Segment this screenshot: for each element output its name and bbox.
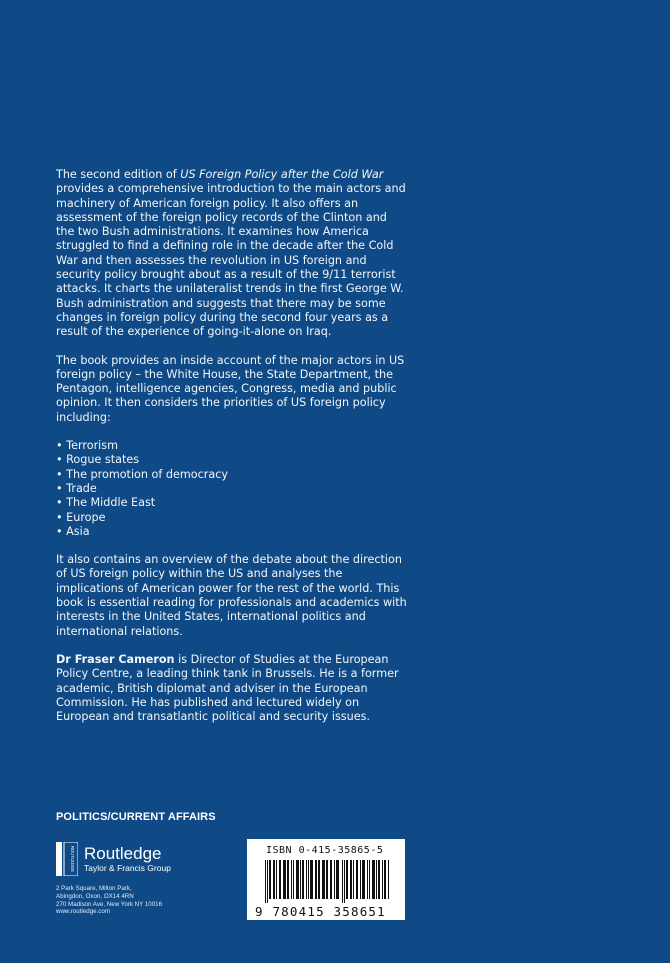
list-item: • Asia [56,525,408,539]
paragraph-overview: It also contains an overview of the debate about the direction of US foreign policy within the US and analyses the implications of American power for the rest of the world. This book is essential reading for professionals and academics with interests in the United States, international politics and international relations. [56,553,407,638]
barcode-bar [330,860,332,899]
list-item: • The promotion of democracy [56,468,408,482]
barcode-bar [342,860,343,903]
logo-vertical-text: ROUTLEDGE [70,845,75,873]
barcode-bar [388,860,389,899]
barcode-bar [376,860,377,899]
barcode-bar [344,860,345,903]
barcode-bar [378,860,380,899]
barcode-bar [273,860,275,899]
address-line: Abingdon, Oxon, OX14 4RN [56,892,134,900]
barcode-bar [276,860,277,899]
address-line: www.routledge.com [56,908,110,916]
barcode-bar [326,860,328,899]
barcode-bar [310,860,313,899]
author-name: Dr Fraser Cameron [56,652,175,666]
routledge-logo-icon [56,842,78,876]
list-item: • Terrorism [56,439,408,453]
barcode-bar [306,860,307,899]
barcode-bar [269,860,271,899]
paragraph-intro [56,168,408,340]
publisher-address [56,885,246,916]
list-item: • Rogue states [56,453,408,467]
address-line: 270 Madison Ave, New York NY 10016 [56,900,163,908]
barcode-bar [300,860,301,899]
isbn-digits: 9 780415 358651 [255,904,386,919]
barcode-bar [346,860,348,899]
barcode-bar [350,860,352,899]
barcode-bar [308,860,309,899]
barcode-bar [296,860,299,899]
barcode-bar [283,860,286,899]
author-bio [56,653,408,724]
barcode-bar [334,860,335,899]
book-title: US Foreign Policy after the Cold War [180,168,384,181]
priorities-list [56,439,408,539]
barcode-bar [291,860,292,899]
intro-rest: provides a comprehensive introduction to the main actors and machinery of American foreign policy. It also offers an assessment of the foreign policy records of the Clinton and the two Bush administrations. It examines how America struggled to find a defining role in the decade after the Cold War and then assesses the revolution in US foreign and security policy brought about as a result of the 9/11 terrorist attacks. It charts the unilateralist trends in the first George W. Bush administration and suggests that there may be some changes in foreign policy during the second four years as a result of the experience of going-it-alone on Iraq. [56,182,406,339]
barcode-bar [322,860,325,899]
list-item: • Europe [56,511,408,525]
publisher-name: Routledge [84,843,162,863]
barcode-bar [287,860,289,899]
list-item: • Trade [56,482,408,496]
barcode-bar [293,860,294,899]
intro-lead: The second edition of [56,168,181,181]
barcode-bar [356,860,358,899]
barcode-bar [382,860,383,899]
publisher-group: Taylor & Francis Group [84,862,171,873]
barcode-bar [265,860,266,903]
barcode-bar [279,860,281,899]
address-line: 2 Park Square, Milton Park, [56,885,132,892]
barcode-bar [367,860,368,899]
barcode-bar [267,860,268,903]
blurb [56,168,408,738]
logo-wordmark [84,845,171,874]
author-bio-text: is Director of Studies at the European Policy Centre, a leading think tank in Brussels. He is a former academic, British diplomat and adviser in the European Commission. He has published and lectured widely on European and transatlantic political and security issues. [56,652,399,724]
barcode-bar [318,860,320,899]
barcode-bar [353,860,354,899]
barcode-bar [362,860,365,899]
list-item: • The Middle East [56,496,408,510]
barcode-bar [360,860,361,899]
barcode-bar [336,860,339,899]
barcode-bar [369,860,370,899]
isbn-barcode-box [247,839,405,920]
isbn-label: ISBN 0-415-35865-5 [266,845,384,856]
barcode-bar [315,860,317,899]
barcode-bar [372,860,375,899]
publisher-block [56,842,246,916]
barcode [265,860,389,903]
barcode-bar [302,860,304,899]
subject-category: POLITICS/CURRENT AFFAIRS [56,811,216,823]
barcode-bar [384,860,386,899]
paragraph-actors: The book provides an inside account of the major actors in US foreign policy – the White House, the State Department, the Pentagon, intelligence agencies, Congress, media and public opinion. It then considers the priorities of US foreign policy including: [56,353,405,424]
routledge-logo [56,842,246,876]
